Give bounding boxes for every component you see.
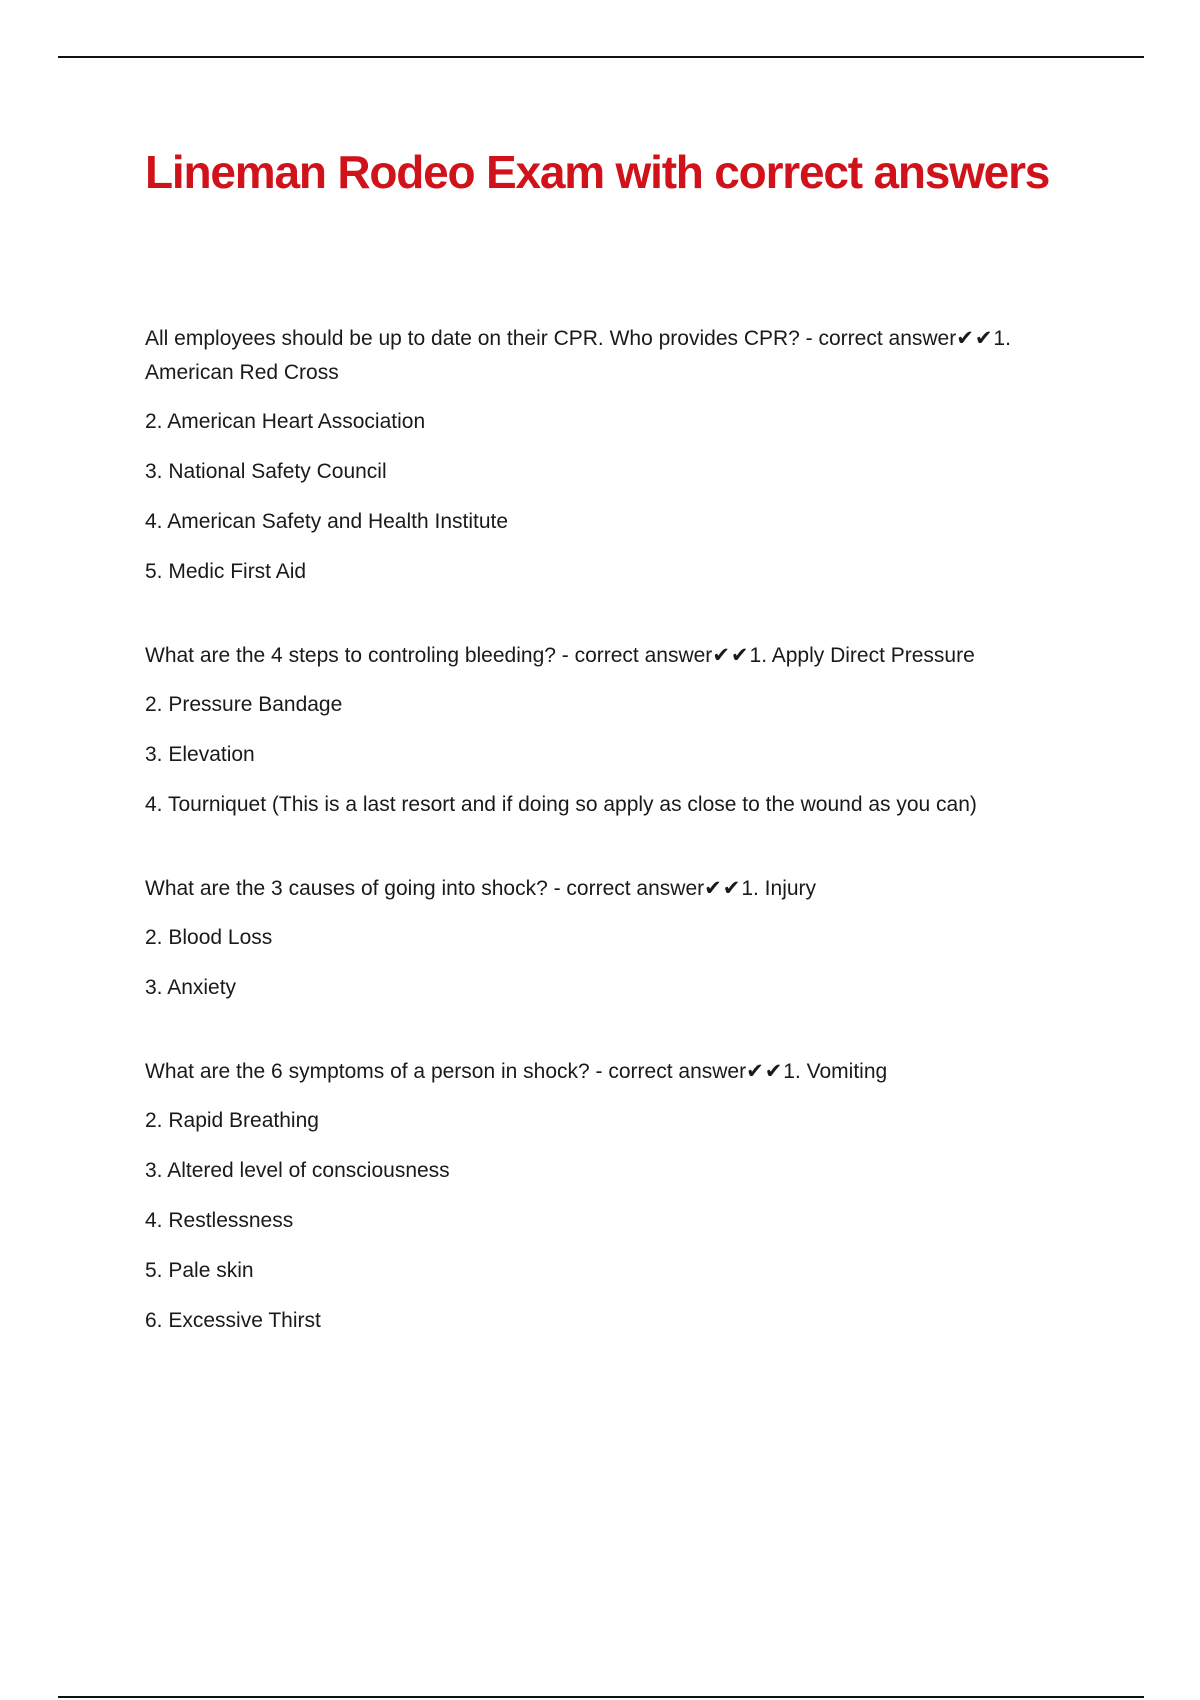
qa-block-bleeding (145, 639, 1090, 822)
answer-item: 2. Rapid Breathing (145, 1109, 319, 1132)
answer-item: 2. Pressure Bandage (145, 693, 343, 716)
checkmark-icon: ✔✔ (704, 877, 742, 900)
answer-item: 3. National Safety Council (145, 460, 387, 483)
first-answer: 1. Vomiting (783, 1060, 888, 1083)
answer-item: 3. Altered level of consciousness (145, 1159, 450, 1182)
qa-question (145, 872, 1090, 906)
checkmark-icon: ✔✔ (746, 1060, 784, 1083)
qa-block-shock-symptoms (145, 1055, 1090, 1338)
question-text: What are the 4 steps to controling bleeding? - correct answer (145, 644, 713, 667)
qa-block-shock-causes (145, 872, 1090, 1005)
first-answer: 1. Injury (741, 877, 817, 900)
question-text: All employees should be up to date on their CPR. Who provides CPR? - correct answer (145, 327, 957, 350)
answer-item: 4. Restlessness (145, 1209, 294, 1232)
page-title: Lineman Rodeo Exam with correct answers (145, 146, 1050, 198)
first-answer: 1. Apply Direct Pressure (749, 644, 975, 667)
checkmark-icon: ✔✔ (956, 327, 994, 350)
answer-item: 4. Tourniquet (This is a last resort and if doing so apply as close to the wound as you can) (145, 793, 977, 816)
qa-block-cpr (145, 322, 1090, 589)
answer-item: 5. Pale skin (145, 1259, 254, 1282)
answer-item: 3. Anxiety (145, 976, 237, 999)
first-answer: 1. American Red Cross (145, 327, 1011, 384)
qa-question (145, 322, 1090, 390)
qa-content (145, 322, 1090, 1388)
answer-item: 3. Elevation (145, 743, 255, 766)
question-text: What are the 6 symptoms of a person in shock? - correct answer (145, 1060, 747, 1083)
qa-question (145, 639, 1090, 673)
answer-item: 2. Blood Loss (145, 926, 273, 949)
bottom-divider (58, 1696, 1144, 1698)
answer-item: 6. Excessive Thirst (145, 1309, 321, 1332)
answer-item: 5. Medic First Aid (145, 560, 307, 583)
checkmark-icon: ✔✔ (712, 644, 750, 667)
answer-item: 4. American Safety and Health Institute (145, 510, 509, 533)
top-divider (58, 56, 1144, 58)
answer-item: 2. American Heart Association (145, 410, 426, 433)
qa-question (145, 1055, 1090, 1089)
question-text: What are the 3 causes of going into shock? - correct answer (145, 877, 705, 900)
